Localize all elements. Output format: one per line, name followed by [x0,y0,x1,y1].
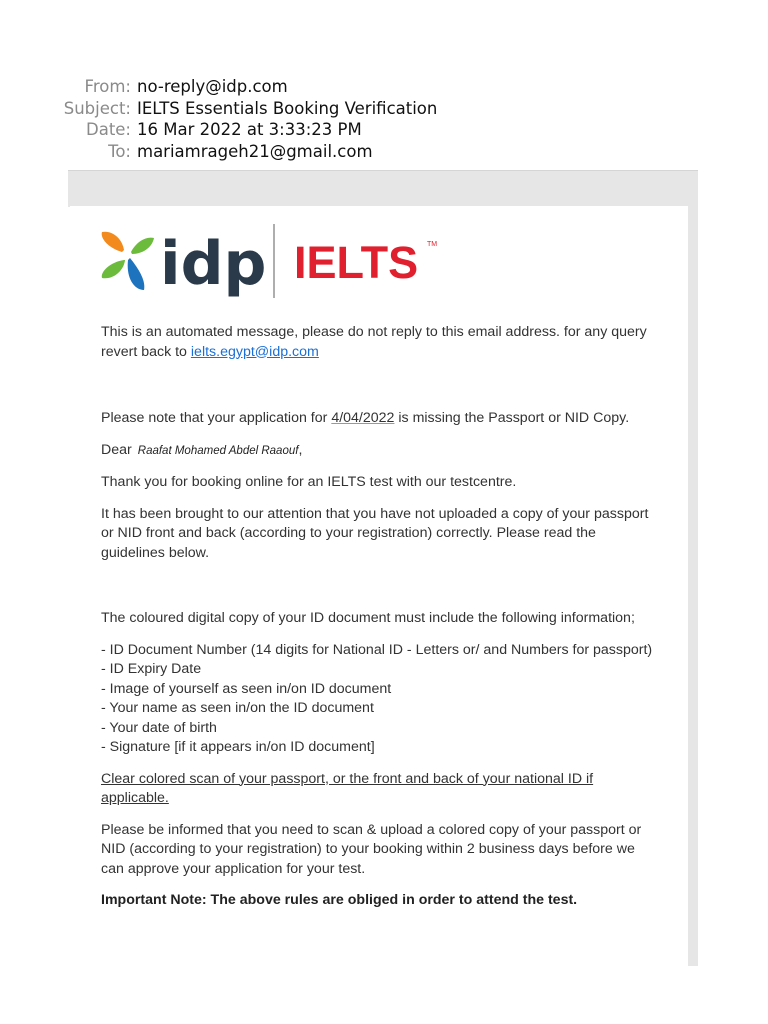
ielts-wordmark: IELTS [294,237,419,288]
email-body [101,323,661,911]
list-item: - Signature [if it appears in/on ID document] [101,739,375,755]
email-card-edge [688,206,698,966]
date-label: Date: [86,120,131,140]
from-value[interactable]: no-reply@idp.com [137,77,288,97]
thanks-paragraph: Thank you for booking online for an IELTS test with our testcentre. [101,474,517,490]
list-item: - Image of yourself as seen in/on ID document [101,680,392,697]
clear-scan-note: Clear colored scan of your passport, or the front and back of your national ID if applicable. [101,770,594,806]
intro-text: This is an automated message, please do not reply to this email address. for any query revert back to [101,324,647,360]
list-item: - Your date of birth [101,719,217,736]
to-value[interactable]: mariamrageh21@gmail.com [137,141,373,161]
application-date: 4/04/2022 [331,410,395,426]
important-note: Important Note: The above rules are obliged in order to attend the test. [101,892,578,908]
date-value: 16 Mar 2022 at 3:33:23 PM [137,120,362,140]
coloured-copy-paragraph: The coloured digital copy of your ID document must include the following information; [101,610,635,626]
attention-paragraph: It has been brought to our attention that you have not uploaded a copy of your passport or NID front and back (according to your registration) correctly. Please read the guidelines below. [101,505,649,561]
idp-flower-icon [102,232,154,290]
subject-value: IELTS Essentials Booking Verification [137,98,438,118]
to-row [0,141,768,163]
note-text-end: is missing the Passport or NID Copy. [394,410,630,426]
informed-paragraph: Please be informed that you need to scan & upload a colored copy of your passport or NID (according to your registration) to your booking within 2 business days before we can approve your application for your test. [101,821,642,877]
date-row [0,119,768,141]
list-item: - ID Expiry Date [101,661,202,677]
idp-wordmark: idp [160,229,267,299]
list-item: - Your name as seen in/on the ID document [101,700,374,716]
greeting-comma: , [298,441,303,458]
support-email-link[interactable]: ielts.egypt@idp.com [190,343,319,360]
note-text-start: Please note that your application for [101,410,332,426]
to-label: To: [108,141,131,161]
from-label: From: [84,77,131,97]
email-top-bar [68,170,698,207]
trademark-mark: TM [427,241,438,248]
subject-row [0,98,768,120]
requirements-list [101,641,661,758]
greeting [101,441,661,462]
list-item: - ID Document Number (14 digits for National ID - Letters or/ and Numbers for passport) [101,641,653,658]
subject-label: Subject: [63,98,131,118]
intro-paragraph [101,323,661,362]
email-header [0,76,768,162]
candidate-name: Raafat Mohamed Abdel Raaouf [137,444,299,457]
idp-ielts-logo [98,222,458,302]
from-row [0,76,768,98]
note-paragraph [101,409,661,429]
dear-text: Dear [101,441,132,458]
